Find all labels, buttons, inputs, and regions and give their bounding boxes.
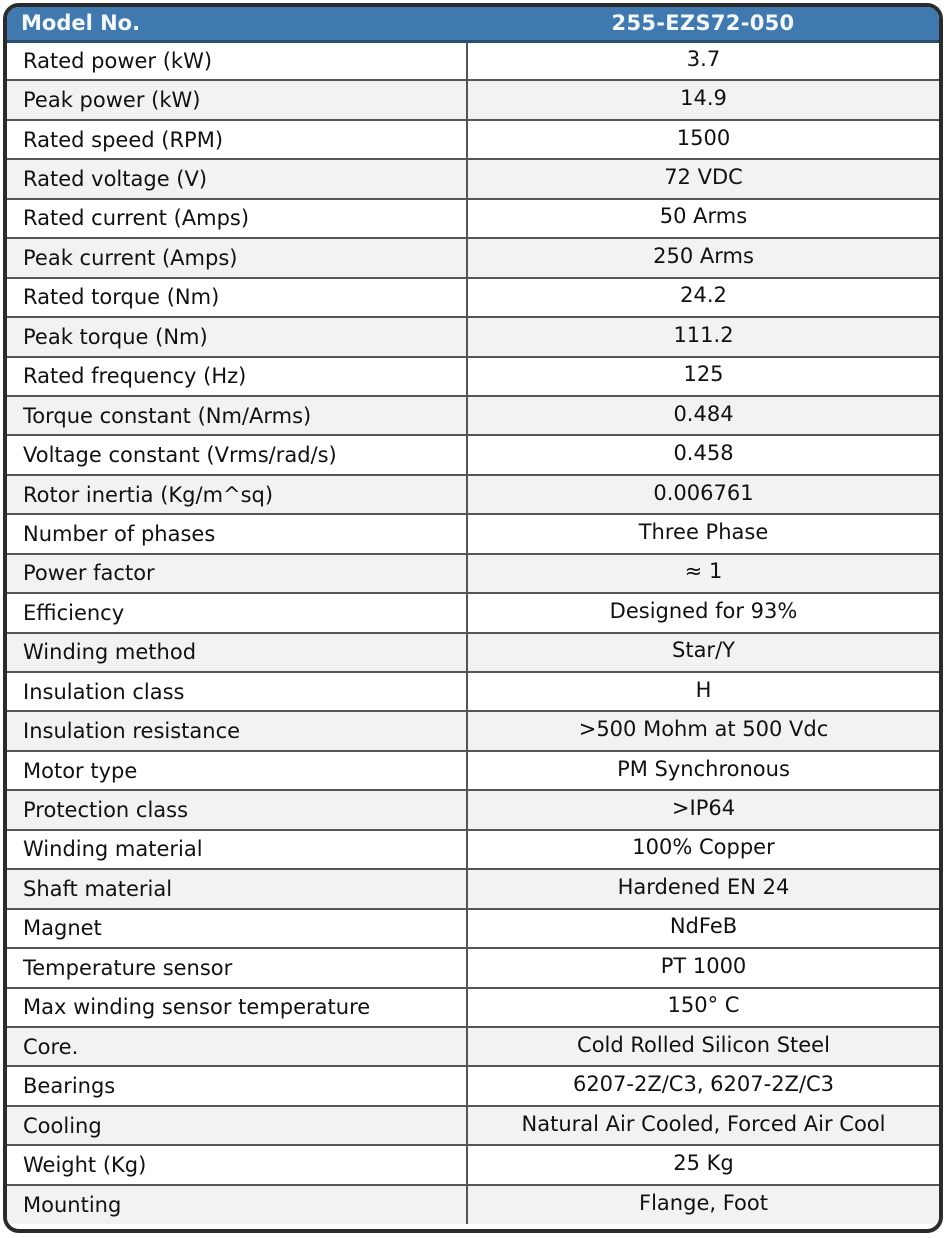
spec-label: Rated frequency (Hz): [7, 357, 467, 396]
table-header-row: [7, 7, 939, 41]
spec-value: 50 Arms: [467, 199, 939, 238]
spec-value: 24.2: [467, 278, 939, 317]
table-row: [7, 514, 939, 553]
spec-value: >IP64: [467, 790, 939, 829]
spec-value: Cold Rolled Silicon Steel: [467, 1027, 939, 1066]
spec-value: PT 1000: [467, 948, 939, 987]
spec-label: Torque constant (Nm/Arms): [7, 396, 467, 435]
spec-label: Rated power (kW): [7, 41, 467, 80]
spec-table-frame: [3, 3, 943, 1233]
spec-value: Hardened EN 24: [467, 869, 939, 908]
table-row: [7, 869, 939, 908]
table-row: [7, 948, 939, 987]
spec-value: Three Phase: [467, 514, 939, 553]
spec-label: Bearings: [7, 1066, 467, 1105]
spec-value: 25 Kg: [467, 1145, 939, 1184]
spec-label: Rated speed (RPM): [7, 120, 467, 159]
spec-label: Motor type: [7, 751, 467, 790]
table-row: [7, 790, 939, 829]
spec-label: Rated current (Amps): [7, 199, 467, 238]
spec-label: Rotor inertia (Kg/m^sq): [7, 475, 467, 514]
table-row: [7, 830, 939, 869]
spec-label: Peak power (kW): [7, 80, 467, 119]
spec-label: Insulation class: [7, 672, 467, 711]
table-row: [7, 1185, 939, 1224]
spec-label: Insulation resistance: [7, 711, 467, 750]
spec-value: 0.458: [467, 435, 939, 474]
spec-value: ≈ 1: [467, 554, 939, 593]
table-row: [7, 751, 939, 790]
spec-label: Rated torque (Nm): [7, 278, 467, 317]
spec-value: H: [467, 672, 939, 711]
spec-label: Weight (Kg): [7, 1145, 467, 1184]
table-row: [7, 317, 939, 356]
spec-value: 0.006761: [467, 475, 939, 514]
spec-label: Rated voltage (V): [7, 159, 467, 198]
spec-label: Shaft material: [7, 869, 467, 908]
spec-label: Protection class: [7, 790, 467, 829]
table-row: [7, 199, 939, 238]
spec-label: Temperature sensor: [7, 948, 467, 987]
spec-value: PM Synchronous: [467, 751, 939, 790]
spec-value: 1500: [467, 120, 939, 159]
spec-label: Winding method: [7, 633, 467, 672]
table-row: [7, 238, 939, 277]
table-row: [7, 435, 939, 474]
spec-label: Mounting: [7, 1185, 467, 1224]
table-row: [7, 1027, 939, 1066]
header-label-model-no: Model No.: [7, 7, 467, 41]
table-row: [7, 396, 939, 435]
spec-label: Peak torque (Nm): [7, 317, 467, 356]
spec-label: Magnet: [7, 909, 467, 948]
spec-value: 111.2: [467, 317, 939, 356]
table-row: [7, 672, 939, 711]
spec-label: Winding material: [7, 830, 467, 869]
spec-value: Natural Air Cooled, Forced Air Cool: [467, 1106, 939, 1145]
table-row: [7, 41, 939, 80]
spec-value: 72 VDC: [467, 159, 939, 198]
table-row: [7, 909, 939, 948]
spec-value: 14.9: [467, 80, 939, 119]
table-row: [7, 1066, 939, 1105]
table-row: [7, 159, 939, 198]
spec-label: Core.: [7, 1027, 467, 1066]
spec-value: 6207-2Z/C3, 6207-2Z/C3: [467, 1066, 939, 1105]
table-row: [7, 554, 939, 593]
table-row: [7, 1106, 939, 1145]
spec-label: Peak current (Amps): [7, 238, 467, 277]
spec-label: Number of phases: [7, 514, 467, 553]
spec-value: NdFeB: [467, 909, 939, 948]
table-row: [7, 357, 939, 396]
table-row: [7, 633, 939, 672]
spec-value: 150° C: [467, 988, 939, 1027]
table-row: [7, 593, 939, 632]
table-row: [7, 1145, 939, 1184]
spec-table-body: [7, 41, 939, 1224]
spec-label: Voltage constant (Vrms/rad/s): [7, 435, 467, 474]
spec-value: Designed for 93%: [467, 593, 939, 632]
spec-value: 0.484: [467, 396, 939, 435]
spec-value: 125: [467, 357, 939, 396]
motor-spec-table: [7, 7, 939, 1224]
spec-value: 3.7: [686, 46, 721, 71]
spec-value: 250 Arms: [467, 238, 939, 277]
spec-value: Star/Y: [467, 633, 939, 672]
header-value-model-number: 255-EZS72-050: [467, 7, 939, 41]
spec-label: Cooling: [7, 1106, 467, 1145]
table-row: [7, 475, 939, 514]
table-row: [7, 988, 939, 1027]
spec-label: Efficiency: [7, 593, 467, 632]
table-row: [7, 278, 939, 317]
table-row: [7, 80, 939, 119]
spec-label: Max winding sensor temperature: [7, 988, 467, 1027]
spec-value: >500 Mohm at 500 Vdc: [467, 711, 939, 750]
spec-value: Flange, Foot: [467, 1185, 939, 1224]
table-row: [7, 120, 939, 159]
table-row: [7, 711, 939, 750]
spec-label: Power factor: [7, 554, 467, 593]
spec-value: 100% Copper: [467, 830, 939, 869]
